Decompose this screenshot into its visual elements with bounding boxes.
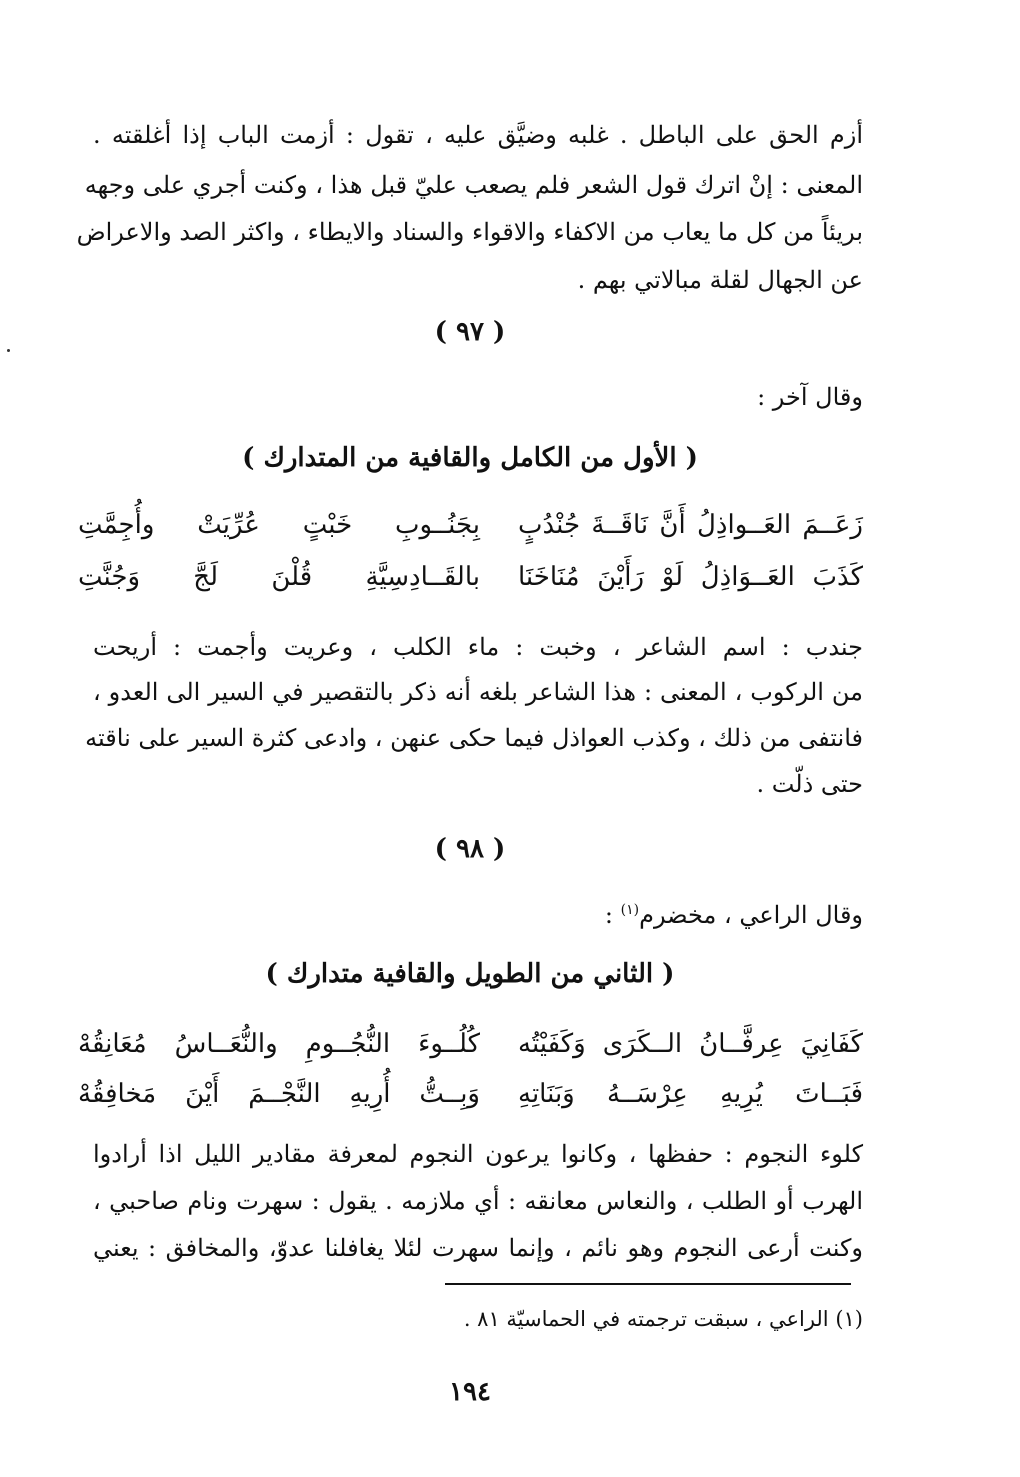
verse-97-1-first: زَعَــمَ العَــواذِلُ أَنَّ نَاقَــةَ جُنْدُبٍ xyxy=(518,510,863,540)
intro-line-2: المعنى : إنْ اترك قول الشعر فلم يصعب عليّ قبل هذا ، وكنت أجري على وجهه xyxy=(84,171,863,199)
commentary-97-line-4: حتى ذلّت . xyxy=(756,770,863,798)
attribution-98-colon: : xyxy=(604,901,613,929)
verse-97-2-second: بالقَــادِسِيَّةِ قُلْنَ لَجَّ وَجُنَّتِ xyxy=(78,562,480,592)
verse-98-2-second: وَبِــتُّ أُرِيهِ النَّجْــمَ أَيْنَ مَخافِقُهْ xyxy=(78,1079,480,1109)
footnote: (١) الراعي ، سبقت ترجمته في الحماسيّة ٨١ . xyxy=(463,1307,863,1331)
commentary-97-line-1: جندب : اسم الشاعر ، وخبت : ماء الكلب ، وعريت وأجمت : أريحت xyxy=(93,633,863,661)
commentary-97-line-2: من الركوب ، المعنى : هذا الشاعر بلغه أنه ذكر بالتقصير في السير الى العدو ، xyxy=(93,678,863,706)
commentary-98-line-2: الهرب أو الطلب ، والنعاس معانقه : أي ملازمه . يقول : سهرت ونام صاحبي ، xyxy=(93,1187,863,1215)
attribution-98 xyxy=(605,898,863,932)
verse-98-1-first: كَفَانِيَ عِرفَّــانُ الــكَرَى وَكَفَيْتُه xyxy=(518,1029,863,1059)
footnote-ref: (١) xyxy=(620,902,640,918)
commentary-98-line-1: كلوء النجوم : حفظها ، وكانوا يرعون النجوم لمعرفة مقادير الليل اذا أرادوا xyxy=(93,1140,863,1168)
footnote-divider xyxy=(445,1283,851,1285)
page-number: ١٩٤ xyxy=(449,1377,491,1407)
intro-line-4: عن الجهال لقلة مبالاتي بهم . xyxy=(577,266,863,294)
section-number-97: ( ٩٧ ) xyxy=(434,317,506,347)
intro-line-1: أزم الحق على الباطل . غلبه وضيَّق عليه ، تقول : أزمت الباب إذا أغلقته . xyxy=(93,121,863,149)
intro-line-3: بريئاً من كل ما يعاب من الاكفاء والاقواء والسناد والايطاء ، واكثر الصد والاعراض xyxy=(76,218,863,246)
attribution-97: وقال آخر : xyxy=(757,383,863,411)
verse-98-2-first: فَبَــاتَ يُرِيهِ عِرْسَــهُ وَبَنَاتِهِ xyxy=(518,1079,863,1109)
meter-heading-97: ( الأول من الكامل والقافية من المتدارك ) xyxy=(242,443,698,473)
verse-97-1-second: بِجَنُــوبِ خَبْتٍ عُرِّيَتْ وأُجِمَّتِ xyxy=(78,510,480,540)
verse-98-1-second: كُلُــوءَ النُّجُــومِ والنُّعَــاسُ مُعَانِقُهْ xyxy=(78,1029,480,1059)
meter-heading-98: ( الثاني من الطويل والقافية متدارك ) xyxy=(265,959,675,989)
commentary-98-line-3: وكنت أرعى النجوم وهو نائم ، وإنما سهرت لئلا يغافلنا عدوّ، والمخافق : يعني xyxy=(93,1234,863,1262)
attribution-98-text: وقال الراعي ، مخضرم xyxy=(639,901,863,929)
section-number-98: ( ٩٨ ) xyxy=(434,834,506,864)
margin-speck xyxy=(7,349,10,352)
verse-97-2-first: كَذَبَ العَــوَاذِلُ لَوْ رَأَيْنَ مُنَاخَنَا xyxy=(518,562,863,592)
commentary-97-line-3: فانتفى من ذلك ، وكذب العواذل فيما حكى عنهن ، وادعى كثرة السير على ناقته xyxy=(85,724,863,752)
